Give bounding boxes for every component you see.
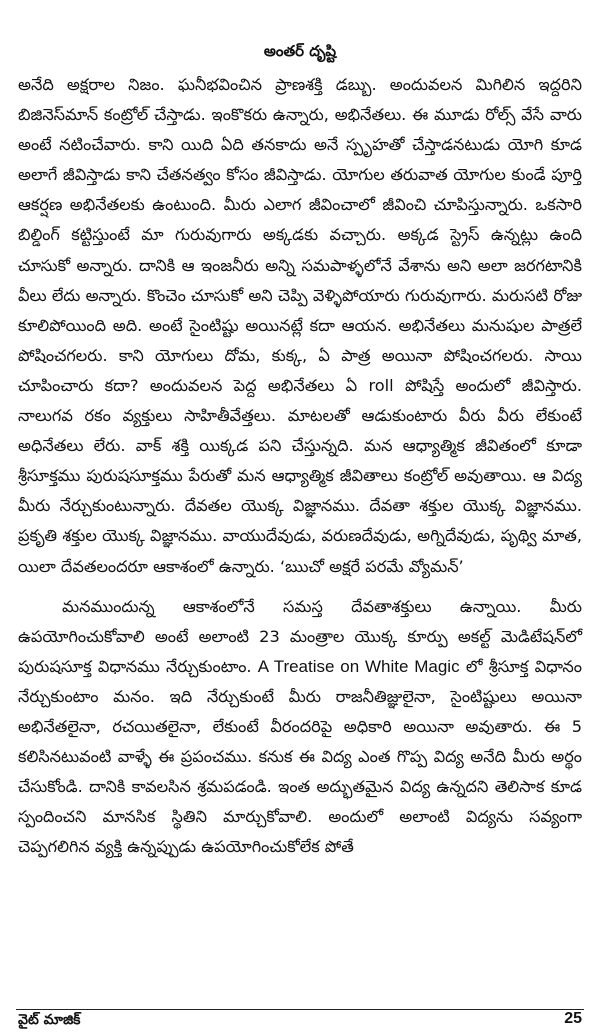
paragraph-1: అనేది అక్షరాల నిజం. ఘనీభవించిన ప్రాణశక్తి డబ్బు. అందువలన మిగిలిన ఇద్దరిని బిజినెస్‌మాన్ కంట్రోల్ చేస్తాడు. ఇంకొకరు ఉన్నారు, అభినేతలు. ఈ మూడు రోల్స్ వేసే వారు అంటే నటించేవారు. కాని యిది ఏది తనకాదు అనే స్పృహతో చేస్తాడనటుడు యోగి కూడ అలాగే జీవిస్తాడు కాని చేతనత్వం కోసం జీవిస్తాడు. యోగుల తరువాత యోగుల కుండే పూర్తి ఆకర్షణ అభినేతలకు ఉంటుంది. మీరు ఎలాగ జీవించాలో జీవించి చూపిస్తున్నారు. ఒకసారి బిల్డింగ్ కట్టిస్తుంటే మా గురువుగారు అక్కడకు వచ్చారు. అక్కడ స్ట్రెస్ ఉన్నట్లు ఉంది చూసుకో అన్నారు. దానికి ఆ ఇంజనీరు అన్ని సమపాళ్ళలోనే వేశాను అని అలా జరగటానికి వీలు లేదు అన్నారు. కొంచెం చూసుకో అని చెప్పి వెళ్ళిపోయారు గురువుగారు. మరుసటి రోజు కూలిపోయింది అది. అంటే సైంటిష్టు అయినట్లే కదా ఆయన. అభినేతలు మనుషుల పాత్రలే పోషించగలరు. కాని యోగులు దోమ, కుక్క, ఏ పాత్ర అయినా పోషించగలరు. సాయి చూపించారు కదా? అందువలన పెద్ద అభినేతలు ఏ roll పోషిస్తే అందులో జీవిస్తారు. నాలుగవ రకం వ్యక్తులు సాహితీవేత్తలు. మాటలతో ఆడుకుంటారు వీరు వీరు లేకుంటే అధినేతలు లేరు. వాక్ శక్తి యిక్కడ పని చేస్తున్నది. మన ఆధ్యాత్మిక జీవితంలో కూడా శ్రీసూక్తము పురుషసూక్తము పేరుతో మన ఆధ్యాత్మిక జీవితాలు కంట్రోల్ అవుతాయి. ఆ విద్య మీరు నేర్చుకుంటున్నారు. దేవతల యొక్క విజ్ఞానము. దేవతా శక్తుల యొక్క విజ్ఞానము. ప్రకృతి శక్తుల యొక్క విజ్ఞానము. వాయుదేవుడు, వరుణదేవుడు, అగ్నిదేవుడు, పృథ్వి మాత, యిలా దేవతలందరూ ఆకాశంలో ఉన్నారు. ‘ఋచో అక్షరే పరమే వ్యోమన్’ (18, 75, 582, 576)
page-number: 25 (564, 1010, 582, 1027)
paragraph-2-end: లో శ్రీసూక్త విధానం నేర్చుకుంటాం మనం. ఇది నేర్చుకుంటే మీరు రాజనీతిజ్ఞులైనా, సైంటిష్టులు అయినా అభినేతలైనా, రచయితలైనా, లేకుంటే వీరందరిపై అధికారి అయినా అవుతారు. ఈ 5 కలిసినటువంటి వాళ్ళే ఈ ప్రపంచము. కనుక ఈ విద్య ఎంత గొప్ప విద్య అనేది మీరు అర్థం చేసుకోండి. దానికి కావలసిన శ్రమపడండి. ఇంత అద్భుతమైన విద్య ఉన్నదని తెలిసాక కూడ స్పందించని మానసిక స్థితిని మార్చుకోవాలి. అందులో అలాంటి విద్యను సవ్యంగా చెప్పగలిగిన వ్యక్తి ఉన్నప్పుడు ఉపయోగించుకోలేక పోతే (18, 656, 582, 857)
body-text (18, 70, 582, 862)
paragraph-2-start: మనముందున్న ఆకాశంలోనే సమస్త దేవతాశక్తులు ఉన్నాయి. మీరు ఉపయోగించుకోవాలి అంటే అలాంటి 23 మంత్రాల యొక్క కూర్పు అకల్ట్ మెడిటేషన్‌లో పురుషసూక్త విధానము నేర్చుకుంటాం. (18, 596, 582, 676)
running-head: అంతర్ దృష్టి (263, 42, 337, 60)
paragraph-2 (18, 592, 582, 863)
book-reference: A Treatise on White Magic (257, 656, 460, 676)
footer-book-title: వైట్ మాజిక్ (18, 1012, 81, 1028)
footer-rule (16, 1009, 584, 1010)
